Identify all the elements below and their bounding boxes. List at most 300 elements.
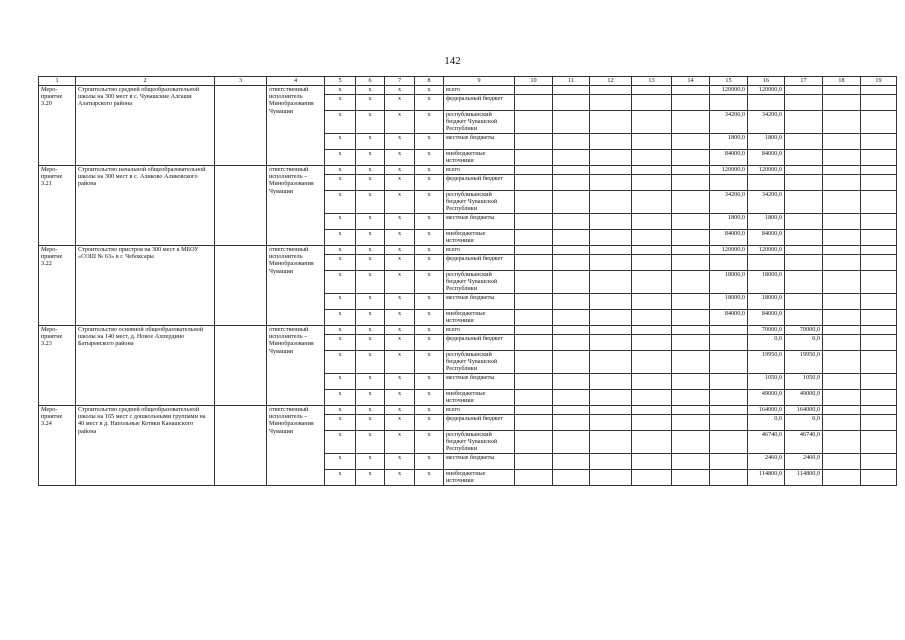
col11-cell bbox=[553, 246, 590, 255]
col6-cell: x bbox=[356, 374, 385, 390]
col18-cell bbox=[823, 150, 861, 166]
col6-cell: x bbox=[356, 470, 385, 486]
col19-cell bbox=[861, 95, 897, 111]
col7-cell: x bbox=[385, 431, 415, 454]
column-number-10: 10 bbox=[515, 77, 553, 86]
col10-cell bbox=[515, 150, 553, 166]
col5-cell: x bbox=[325, 271, 356, 294]
col18-cell bbox=[823, 406, 861, 415]
col18-cell bbox=[823, 326, 861, 335]
col8-cell: x bbox=[415, 111, 444, 134]
col14-cell bbox=[672, 95, 710, 111]
col5-cell: x bbox=[325, 191, 356, 214]
col5-cell: x bbox=[325, 111, 356, 134]
funding-source-cell: республиканский бюджет Чувашской Республики bbox=[444, 111, 515, 134]
col19-cell bbox=[861, 214, 897, 230]
col13-cell bbox=[632, 255, 672, 271]
col10-cell bbox=[515, 271, 553, 294]
funding-source-cell: внебюджетные источники bbox=[444, 470, 515, 486]
col11-cell bbox=[553, 335, 590, 351]
funding-source-cell: федеральный бюджет bbox=[444, 95, 515, 111]
col15-value bbox=[710, 175, 748, 191]
col15-value bbox=[710, 406, 748, 415]
col8-cell: x bbox=[415, 415, 444, 431]
col12-cell bbox=[590, 271, 632, 294]
program-table bbox=[38, 76, 897, 486]
col11-cell bbox=[553, 95, 590, 111]
col11-cell bbox=[553, 271, 590, 294]
col6-cell: x bbox=[356, 86, 385, 95]
col16-value: 49000,0 bbox=[748, 390, 785, 406]
col12-cell bbox=[590, 454, 632, 470]
col6-cell: x bbox=[356, 351, 385, 374]
col12-cell bbox=[590, 134, 632, 150]
funding-source-cell: федеральный бюджет bbox=[444, 415, 515, 431]
col12-cell bbox=[590, 310, 632, 326]
column-number-16: 16 bbox=[748, 77, 785, 86]
column-number-4: 4 bbox=[267, 77, 325, 86]
col5-cell: x bbox=[325, 406, 356, 415]
col18-cell bbox=[823, 374, 861, 390]
col5-cell: x bbox=[325, 415, 356, 431]
col12-cell bbox=[590, 415, 632, 431]
col15-value: 120000,0 bbox=[710, 86, 748, 95]
col13-cell bbox=[632, 431, 672, 454]
col19-cell bbox=[861, 246, 897, 255]
col8-cell: x bbox=[415, 255, 444, 271]
page-number: 142 bbox=[444, 55, 461, 67]
col7-cell: x bbox=[385, 214, 415, 230]
col12-cell bbox=[590, 255, 632, 271]
col19-cell bbox=[861, 454, 897, 470]
col14-cell bbox=[672, 271, 710, 294]
col11-cell bbox=[553, 111, 590, 134]
funding-source-cell: республиканский бюджет Чувашской Республики bbox=[444, 431, 515, 454]
col12-cell bbox=[590, 150, 632, 166]
funding-source-cell: федеральный бюджет bbox=[444, 335, 515, 351]
col8-cell: x bbox=[415, 470, 444, 486]
col5-cell: x bbox=[325, 326, 356, 335]
table-row bbox=[39, 166, 897, 175]
column-number-18: 18 bbox=[823, 77, 861, 86]
col6-cell: x bbox=[356, 335, 385, 351]
col14-cell bbox=[672, 374, 710, 390]
col13-cell bbox=[632, 111, 672, 134]
col8-cell: x bbox=[415, 351, 444, 374]
col16-value: 84000,0 bbox=[748, 150, 785, 166]
col19-cell bbox=[861, 310, 897, 326]
column-number-13: 13 bbox=[632, 77, 672, 86]
column-number-11: 11 bbox=[553, 77, 590, 86]
col8-cell: x bbox=[415, 175, 444, 191]
executor-cell: ответственный исполнитель – Минобразования Чувашии bbox=[267, 326, 325, 406]
col14-cell bbox=[672, 406, 710, 415]
column-number-3: 3 bbox=[215, 77, 267, 86]
col15-value bbox=[710, 326, 748, 335]
table-row bbox=[39, 326, 897, 335]
col15-value bbox=[710, 351, 748, 374]
table-row bbox=[39, 246, 897, 255]
col5-cell: x bbox=[325, 454, 356, 470]
col16-value bbox=[748, 95, 785, 111]
col16-value: 120000,0 bbox=[748, 246, 785, 255]
col14-cell bbox=[672, 390, 710, 406]
col14-cell bbox=[672, 294, 710, 310]
col15-value: 18000,0 bbox=[710, 294, 748, 310]
col11-cell bbox=[553, 214, 590, 230]
col19-cell bbox=[861, 230, 897, 246]
col6-cell: x bbox=[356, 255, 385, 271]
col5-cell: x bbox=[325, 310, 356, 326]
col7-cell: x bbox=[385, 454, 415, 470]
col6-cell: x bbox=[356, 214, 385, 230]
col11-cell bbox=[553, 310, 590, 326]
col12-cell bbox=[590, 351, 632, 374]
col15-value bbox=[710, 454, 748, 470]
col6-cell: x bbox=[356, 454, 385, 470]
col19-cell bbox=[861, 415, 897, 431]
col18-cell bbox=[823, 351, 861, 374]
col10-cell bbox=[515, 166, 553, 175]
col11-cell bbox=[553, 390, 590, 406]
col5-cell: x bbox=[325, 255, 356, 271]
column-number-17: 17 bbox=[785, 77, 823, 86]
col16-value: 70000,0 bbox=[748, 326, 785, 335]
executor-cell: ответственный исполнитель – Минобразования Чувашии bbox=[267, 166, 325, 246]
col16-value: 19950,0 bbox=[748, 351, 785, 374]
col14-cell bbox=[672, 86, 710, 95]
col18-cell bbox=[823, 230, 861, 246]
col17-value bbox=[785, 214, 823, 230]
col12-cell bbox=[590, 406, 632, 415]
col19-cell bbox=[861, 406, 897, 415]
col13-cell bbox=[632, 310, 672, 326]
col6-cell: x bbox=[356, 390, 385, 406]
col15-value: 84000,0 bbox=[710, 310, 748, 326]
col10-cell bbox=[515, 335, 553, 351]
col18-cell bbox=[823, 335, 861, 351]
col7-cell: x bbox=[385, 166, 415, 175]
col13-cell bbox=[632, 374, 672, 390]
col17-value bbox=[785, 230, 823, 246]
col19-cell bbox=[861, 470, 897, 486]
col8-cell: x bbox=[415, 310, 444, 326]
col10-cell bbox=[515, 310, 553, 326]
col13-cell bbox=[632, 191, 672, 214]
activity-id-cell: Меро-приятие 3.20 bbox=[39, 86, 76, 166]
column-number-12: 12 bbox=[590, 77, 632, 86]
col17-value bbox=[785, 111, 823, 134]
col15-value: 34200,0 bbox=[710, 191, 748, 214]
col11-cell bbox=[553, 134, 590, 150]
col14-cell bbox=[672, 246, 710, 255]
col18-cell bbox=[823, 294, 861, 310]
col8-cell: x bbox=[415, 326, 444, 335]
col5-cell: x bbox=[325, 390, 356, 406]
col5-cell: x bbox=[325, 134, 356, 150]
col15-value: 120000,0 bbox=[710, 166, 748, 175]
col11-cell bbox=[553, 191, 590, 214]
col13-cell bbox=[632, 134, 672, 150]
col8-cell: x bbox=[415, 134, 444, 150]
col15-value: 1800,0 bbox=[710, 214, 748, 230]
col18-cell bbox=[823, 255, 861, 271]
col8-cell: x bbox=[415, 86, 444, 95]
col7-cell: x bbox=[385, 175, 415, 191]
col18-cell bbox=[823, 175, 861, 191]
funding-source-cell: всего bbox=[444, 86, 515, 95]
col17-value bbox=[785, 86, 823, 95]
table-row bbox=[39, 406, 897, 415]
column-number-14: 14 bbox=[672, 77, 710, 86]
col5-cell: x bbox=[325, 214, 356, 230]
col8-cell: x bbox=[415, 214, 444, 230]
col10-cell bbox=[515, 326, 553, 335]
col15-value bbox=[710, 415, 748, 431]
funding-source-cell: местные бюджеты bbox=[444, 134, 515, 150]
col11-cell bbox=[553, 166, 590, 175]
column-number-8: 8 bbox=[415, 77, 444, 86]
col8-cell: x bbox=[415, 191, 444, 214]
col14-cell bbox=[672, 335, 710, 351]
col11-cell bbox=[553, 326, 590, 335]
executor-cell: ответственный исполнитель Минобразования Чувашии bbox=[267, 246, 325, 326]
col7-cell: x bbox=[385, 246, 415, 255]
executor-cell: ответственный исполнитель – Минобразования Чувашии bbox=[267, 406, 325, 486]
col12-cell bbox=[590, 111, 632, 134]
col14-cell bbox=[672, 470, 710, 486]
col16-value bbox=[748, 175, 785, 191]
col15-value bbox=[710, 255, 748, 271]
col11-cell bbox=[553, 351, 590, 374]
col13-cell bbox=[632, 294, 672, 310]
col3-cell bbox=[215, 406, 267, 486]
col17-value bbox=[785, 166, 823, 175]
col16-value: 0,0 bbox=[748, 335, 785, 351]
col5-cell: x bbox=[325, 150, 356, 166]
funding-source-cell: местные бюджеты bbox=[444, 454, 515, 470]
col5-cell: x bbox=[325, 351, 356, 374]
col8-cell: x bbox=[415, 390, 444, 406]
col6-cell: x bbox=[356, 111, 385, 134]
col10-cell bbox=[515, 230, 553, 246]
col13-cell bbox=[632, 150, 672, 166]
activity-id-cell: Меро-приятие 3.21 bbox=[39, 166, 76, 246]
funding-source-cell: федеральный бюджет bbox=[444, 255, 515, 271]
col17-value: 1050,0 bbox=[785, 374, 823, 390]
col7-cell: x bbox=[385, 111, 415, 134]
col5-cell: x bbox=[325, 294, 356, 310]
col19-cell bbox=[861, 326, 897, 335]
col3-cell bbox=[215, 166, 267, 246]
col16-value: 34200,0 bbox=[748, 111, 785, 134]
col7-cell: x bbox=[385, 255, 415, 271]
col6-cell: x bbox=[356, 294, 385, 310]
col13-cell bbox=[632, 86, 672, 95]
col6-cell: x bbox=[356, 191, 385, 214]
funding-source-cell: всего bbox=[444, 166, 515, 175]
column-number-19: 19 bbox=[861, 77, 897, 86]
col7-cell: x bbox=[385, 390, 415, 406]
col10-cell bbox=[515, 351, 553, 374]
col10-cell bbox=[515, 406, 553, 415]
col13-cell bbox=[632, 470, 672, 486]
col7-cell: x bbox=[385, 406, 415, 415]
col17-value: 0,0 bbox=[785, 335, 823, 351]
col17-value bbox=[785, 310, 823, 326]
col16-value: 1800,0 bbox=[748, 214, 785, 230]
activity-id-cell: Меро-приятие 3.22 bbox=[39, 246, 76, 326]
col15-value bbox=[710, 470, 748, 486]
col6-cell: x bbox=[356, 246, 385, 255]
col19-cell bbox=[861, 335, 897, 351]
col8-cell: x bbox=[415, 374, 444, 390]
col6-cell: x bbox=[356, 134, 385, 150]
col5-cell: x bbox=[325, 374, 356, 390]
col11-cell bbox=[553, 294, 590, 310]
col12-cell bbox=[590, 246, 632, 255]
col3-cell bbox=[215, 326, 267, 406]
activity-name-cell: Строительство средней общеобразовательной школы на 300 мест в с. Чувашские Алгаши Алатырского района bbox=[76, 86, 215, 166]
col17-value bbox=[785, 95, 823, 111]
col14-cell bbox=[672, 175, 710, 191]
funding-source-cell: республиканский бюджет Чувашской Республики bbox=[444, 351, 515, 374]
col16-value: 84000,0 bbox=[748, 310, 785, 326]
col12-cell bbox=[590, 166, 632, 175]
column-number-6: 6 bbox=[356, 77, 385, 86]
col14-cell bbox=[672, 351, 710, 374]
funding-source-cell: всего bbox=[444, 246, 515, 255]
col13-cell bbox=[632, 271, 672, 294]
col7-cell: x bbox=[385, 470, 415, 486]
col16-value: 84000,0 bbox=[748, 230, 785, 246]
funding-source-cell: внебюджетные источники bbox=[444, 310, 515, 326]
col14-cell bbox=[672, 166, 710, 175]
col13-cell bbox=[632, 230, 672, 246]
col7-cell: x bbox=[385, 271, 415, 294]
col15-value: 1800,0 bbox=[710, 134, 748, 150]
col17-value: 0,0 bbox=[785, 415, 823, 431]
col8-cell: x bbox=[415, 150, 444, 166]
col7-cell: x bbox=[385, 310, 415, 326]
funding-source-cell: внебюджетные источники bbox=[444, 150, 515, 166]
col3-cell bbox=[215, 246, 267, 326]
col14-cell bbox=[672, 214, 710, 230]
col19-cell bbox=[861, 86, 897, 95]
col6-cell: x bbox=[356, 431, 385, 454]
col18-cell bbox=[823, 166, 861, 175]
col10-cell bbox=[515, 191, 553, 214]
activity-name-cell: Строительство средней общеобразовательной школы на 165 мест с дошкольными группами на 40 мест в д. Напольные Котяки Канашского района bbox=[76, 406, 215, 486]
col11-cell bbox=[553, 406, 590, 415]
col5-cell: x bbox=[325, 86, 356, 95]
col15-value bbox=[710, 431, 748, 454]
col10-cell bbox=[515, 255, 553, 271]
funding-source-cell: местные бюджеты bbox=[444, 214, 515, 230]
col6-cell: x bbox=[356, 406, 385, 415]
col11-cell bbox=[553, 255, 590, 271]
col5-cell: x bbox=[325, 175, 356, 191]
col10-cell bbox=[515, 374, 553, 390]
activity-name-cell: Строительство начальной общеобразовательной школы на 300 мест в с. Аликово Аликовского района bbox=[76, 166, 215, 246]
col16-value: 18000,0 bbox=[748, 294, 785, 310]
col16-value: 114800,0 bbox=[748, 470, 785, 486]
col12-cell bbox=[590, 431, 632, 454]
col10-cell bbox=[515, 454, 553, 470]
col18-cell bbox=[823, 191, 861, 214]
col8-cell: x bbox=[415, 454, 444, 470]
col13-cell bbox=[632, 415, 672, 431]
col8-cell: x bbox=[415, 95, 444, 111]
col19-cell bbox=[861, 431, 897, 454]
col17-value: 19950,0 bbox=[785, 351, 823, 374]
col12-cell bbox=[590, 191, 632, 214]
col6-cell: x bbox=[356, 166, 385, 175]
col19-cell bbox=[861, 255, 897, 271]
col5-cell: x bbox=[325, 470, 356, 486]
col14-cell bbox=[672, 310, 710, 326]
column-number-15: 15 bbox=[710, 77, 748, 86]
col13-cell bbox=[632, 246, 672, 255]
col19-cell bbox=[861, 191, 897, 214]
col15-value bbox=[710, 374, 748, 390]
col19-cell bbox=[861, 390, 897, 406]
col10-cell bbox=[515, 294, 553, 310]
col18-cell bbox=[823, 390, 861, 406]
col10-cell bbox=[515, 390, 553, 406]
col6-cell: x bbox=[356, 310, 385, 326]
table-row bbox=[39, 86, 897, 95]
col19-cell bbox=[861, 175, 897, 191]
column-number-5: 5 bbox=[325, 77, 356, 86]
col15-value: 120000,0 bbox=[710, 246, 748, 255]
col18-cell bbox=[823, 415, 861, 431]
col14-cell bbox=[672, 415, 710, 431]
col15-value: 84000,0 bbox=[710, 150, 748, 166]
col17-value bbox=[785, 134, 823, 150]
col11-cell bbox=[553, 431, 590, 454]
col8-cell: x bbox=[415, 335, 444, 351]
col13-cell bbox=[632, 166, 672, 175]
col14-cell bbox=[672, 191, 710, 214]
col5-cell: x bbox=[325, 246, 356, 255]
col6-cell: x bbox=[356, 271, 385, 294]
column-number-7: 7 bbox=[385, 77, 415, 86]
column-number-2: 2 bbox=[76, 77, 215, 86]
col7-cell: x bbox=[385, 150, 415, 166]
col17-value bbox=[785, 191, 823, 214]
col13-cell bbox=[632, 175, 672, 191]
col7-cell: x bbox=[385, 230, 415, 246]
col17-value: 164000,0 bbox=[785, 406, 823, 415]
col6-cell: x bbox=[356, 95, 385, 111]
col6-cell: x bbox=[356, 175, 385, 191]
col14-cell bbox=[672, 454, 710, 470]
col17-value bbox=[785, 175, 823, 191]
col10-cell bbox=[515, 134, 553, 150]
col14-cell bbox=[672, 150, 710, 166]
col17-value bbox=[785, 246, 823, 255]
col19-cell bbox=[861, 294, 897, 310]
col10-cell bbox=[515, 415, 553, 431]
col16-value: 164000,0 bbox=[748, 406, 785, 415]
col18-cell bbox=[823, 271, 861, 294]
col13-cell bbox=[632, 406, 672, 415]
col5-cell: x bbox=[325, 335, 356, 351]
col12-cell bbox=[590, 326, 632, 335]
col8-cell: x bbox=[415, 230, 444, 246]
col18-cell bbox=[823, 246, 861, 255]
